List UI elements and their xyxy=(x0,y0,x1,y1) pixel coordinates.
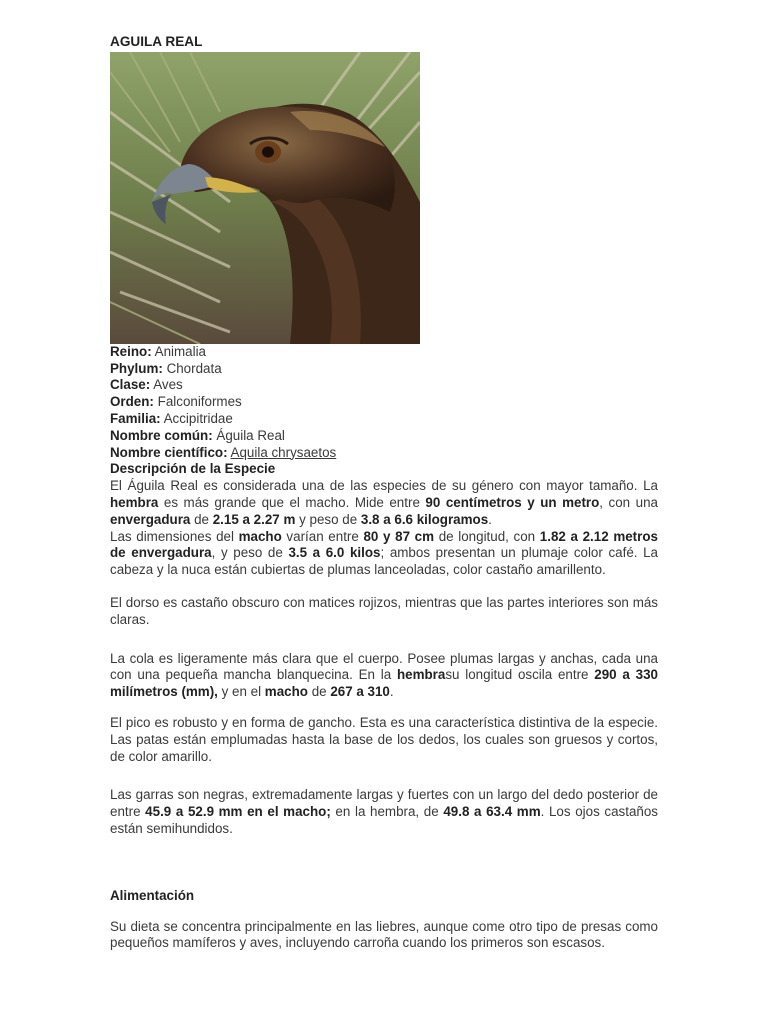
eagle-image xyxy=(110,52,420,344)
taxonomy-row-reino xyxy=(110,344,658,361)
feeding-heading: Alimentación xyxy=(110,887,195,903)
taxonomy-row-familia xyxy=(110,411,658,428)
description-paragraph-3: El dorso es castaño obscuro con matices rojizos, mientras que las partes interiores son más claras. xyxy=(110,594,658,627)
document-page xyxy=(110,34,658,952)
taxonomy-value: Animalia xyxy=(154,343,206,359)
document-title: AGUILA REAL xyxy=(110,34,203,49)
taxonomy-label: Reino: xyxy=(110,343,152,359)
taxonomy-value: Aves xyxy=(153,377,183,393)
taxonomy-label: Clase: xyxy=(110,377,151,393)
taxonomy-label: Phylum: xyxy=(110,360,163,376)
description-paragraph-1: El Águila Real es considerada una de las especies de su género con mayor tamaño. La hembra es más grande que el macho. Mide entre 90 centímetros y un metro, con una envergadura de 2.15 a 2.27 m y peso de 3.8 a 6.6 kilogramos. xyxy=(110,478,658,527)
taxonomy-row-nombre-comun xyxy=(110,428,658,445)
description-heading: Descripción de la Especie xyxy=(110,461,276,477)
taxonomy-row-nombre-cientifico xyxy=(110,445,658,462)
description-paragraph-6: Las garras son negras, extremadamente largas y fuertes con un largo del dedo posterior de entre 45.9 a 52.9 mm en el macho; en la hembra, de 49.8 a 63.4 mm. Los ojos castaños están semihundidos. xyxy=(110,787,659,836)
taxonomy-row-clase xyxy=(110,377,658,394)
taxonomy-row-orden xyxy=(110,394,658,411)
taxonomy-row-phylum xyxy=(110,361,658,378)
taxonomy-value: Accipitridae xyxy=(163,410,233,426)
taxonomy-list xyxy=(110,344,658,478)
feeding-paragraph: Su dieta se concentra principalmente en las liebres, aunque come otro tipo de presas como pequeños mamíferos y aves, incluyendo carroña cuando los primeros son escasos. xyxy=(110,918,658,951)
taxonomy-label: Orden: xyxy=(110,394,154,410)
taxonomy-value: Falconiformes xyxy=(157,394,242,410)
taxonomy-value: Águila Real xyxy=(216,427,285,443)
scientific-name-link[interactable]: Aquila chrysaetos xyxy=(230,444,337,460)
eagle-photo xyxy=(110,52,420,344)
taxonomy-label: Nombre común: xyxy=(110,427,213,443)
taxonomy-label: Nombre científico: xyxy=(110,444,228,460)
taxonomy-label: Familia: xyxy=(110,410,161,426)
description-paragraph-2: Las dimensiones del macho varían entre 80 y 87 cm de longitud, con 1.82 a 2.12 metros de envergadura, y peso de 3.5 a 6.0 kilos; ambos presentan un plumaje color café. La cabeza y la nuca están cubiertas de plumas lanceoladas, color castaño amarillento. xyxy=(110,528,658,578)
taxonomy-value: Chordata xyxy=(166,360,222,376)
description-paragraph-4: La cola es ligeramente más clara que el cuerpo. Posee plumas largas y anchas, cada una con una pequeña mancha blanquecina. En la hembrasu longitud oscila entre 290 a 330 milímetros (mm), y en el macho de 267 a 310. xyxy=(110,650,658,700)
description-paragraph-5: El pico es robusto y en forma de gancho. Esta es una característica distintiva de la especie. Las patas están emplumadas hasta la base de los dedos, los cuales son gruesos y cortos, de color amarillo. xyxy=(110,714,658,764)
